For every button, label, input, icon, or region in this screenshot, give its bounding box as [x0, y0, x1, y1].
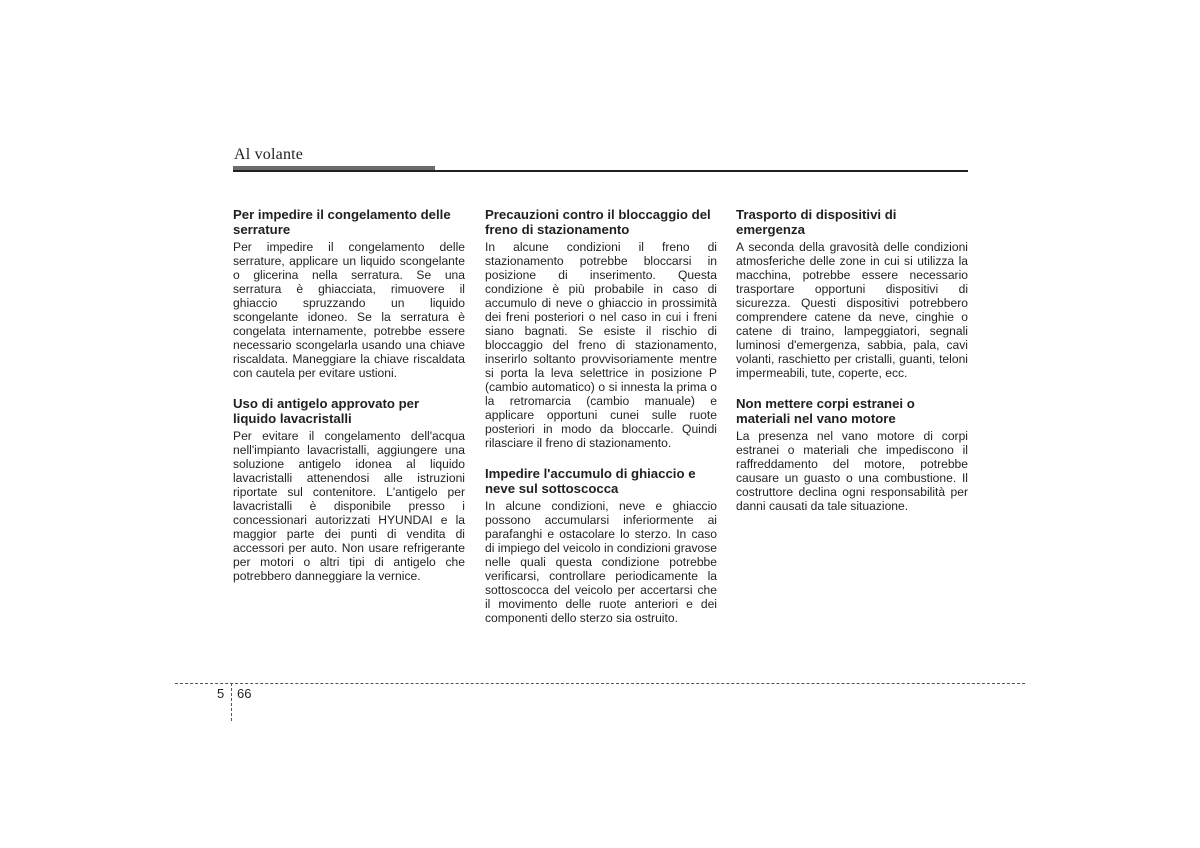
section-heading: Per impedire il congelamento delle serrature: [233, 207, 451, 237]
text-column-middle: [485, 207, 717, 641]
footer-divider: [231, 683, 232, 721]
section-engine-bay-objects: [736, 396, 968, 513]
section-heading: Impedire l'accumulo di ghiaccio e neve sul sottoscocca: [485, 466, 696, 496]
section-body: In alcune condizioni, neve e ghiaccio possono accumularsi inferiormente ai parafanghi e ostacolare lo sterzo. In caso di impiego del veicolo in condizioni gravose nelle quali questa condizione potrebbe verificarsi, controllare periodicamente la sottoscocca del veicolo per accertarsi che il movimento delle ruote anteriori e dei componenti dello sterzo sia ostruito.: [485, 499, 717, 625]
section-body: A seconda della gravosità delle condizioni atmosferiche delle zone in cui si utilizza la macchina, potrebbe essere necessario trasportare opportuni dispositivi di sicurezza. Questi dispositivi potrebbero comprendere catene da neve, cinghie o catene di traino, lampeggiatori, segnali luminosi d'emergenza, sabbia, pala, cavi volanti, raschietto per cristalli, guanti, teloni impermeabili, tute, coperte, ecc.: [736, 240, 968, 380]
footer-rule: [175, 683, 1025, 684]
header-rule: [233, 170, 968, 172]
chapter-number: 5: [217, 686, 225, 701]
text-column-left: [233, 207, 465, 599]
section-heading: Precauzioni contro il bloccaggio del freno di stazionamento: [485, 207, 711, 237]
section-heading: Non mettere corpi estranei o materiali nel vano motore: [736, 396, 915, 426]
page-number: 66: [237, 686, 252, 701]
section-heading: Trasporto di dispositivi di emergenza: [736, 207, 897, 237]
section-body: Per evitare il congelamento dell'acqua nell'impianto lavacristalli, aggiungere una soluzione antigelo idonea al liquido lavacristalli attenendosi alle istruzioni riportate sul contenitore. L'antigelo per lavacristalli è disponibile presso i concessionari autorizzati HYUNDAI e la maggior parte dei punti di vendita di accessori per auto. Non usare refrigerante per motori o altri tipi di antigelo che potrebbero danneggiare la vernice.: [233, 429, 465, 583]
section-parking-brake: [485, 207, 717, 450]
section-frozen-locks: [233, 207, 465, 380]
section-undercarriage-ice: [485, 466, 717, 625]
section-washer-antifreeze: [233, 396, 465, 583]
page-header-title: Al volante: [234, 146, 304, 163]
section-body: Per impedire il congelamento delle serrature, applicare un liquido scongelante o glicerina nella serratura. Se una serratura è ghiacciata, rimuovere il ghiaccio spruzzando un liquido scongelante idoneo. Se la serratura è congelata internamente, potrebbe essere necessario scongelarla usando una chiave riscaldata. Maneggiare la chiave riscaldata con cautela per evitare ustioni.: [233, 240, 465, 380]
section-body: La presenza nel vano motore di corpi estranei o materiali che impediscono il raffreddamento del motore, potrebbe causare un guasto o una combustione. Il costruttore declina ogni responsabilità per danni causati da tale situazione.: [736, 429, 968, 513]
section-body: In alcune condizioni il freno di stazionamento potrebbe bloccarsi in posizione di inserimento. Questa condizione è più probabile in caso di accumulo di neve o ghiaccio in prossimità dei freni posteriori o nel caso in cui i freni siano bagnati. Se esiste il rischio di bloccaggio del freno di stazionamento, inserirlo soltanto provvisoriamente mentre si porta la leva selettrice in posizione P (cambio automatico) o si innesta la prima o la retromarcia (cambio manuale) e applicare opportuni cunei sulle ruote posteriori in modo da bloccarle. Quindi rilasciare il freno di stazionamento.: [485, 240, 717, 450]
text-column-right: [736, 207, 968, 529]
section-heading: Uso di antigelo approvato per liquido lavacristalli: [233, 396, 420, 426]
section-emergency-equipment: [736, 207, 968, 380]
